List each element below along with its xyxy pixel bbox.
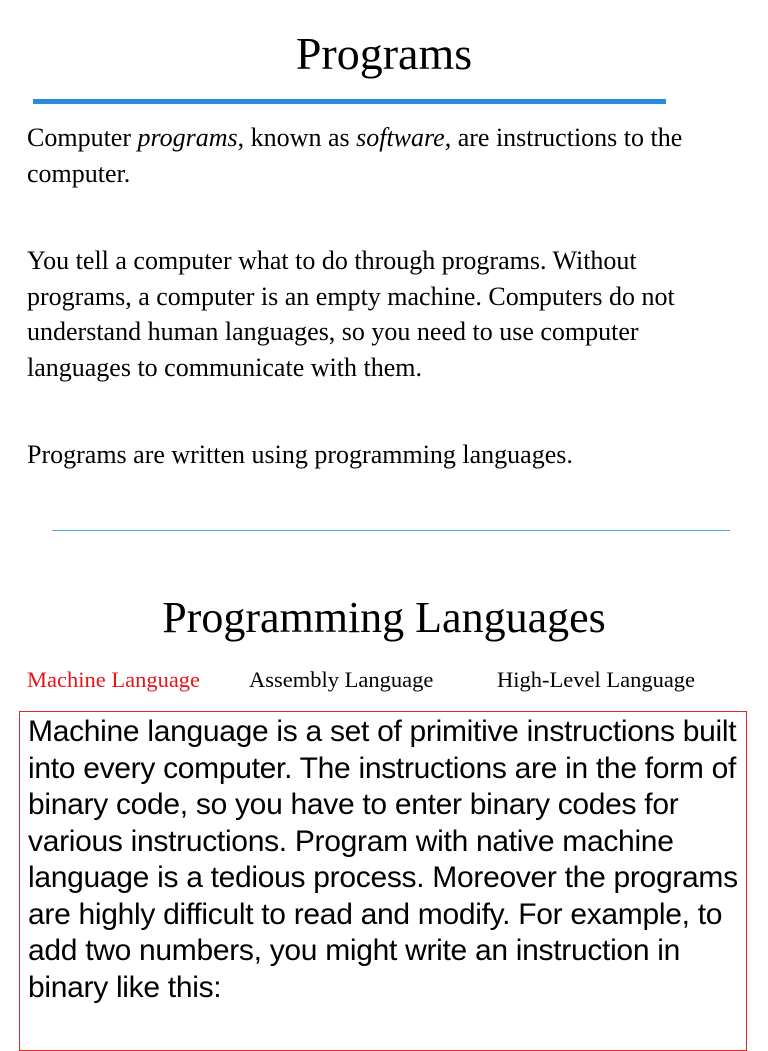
- page-title: Programs: [295, 28, 473, 79]
- title-underline: [33, 99, 666, 104]
- tab-high-level-language[interactable]: High-Level Language: [497, 667, 696, 692]
- intro-paragraph-2: You tell a computer what to do through programs. Without programs, a computer is an empty machine. Computers do not understand human languages, so you need to use computer languages to communicate with them.: [27, 246, 675, 382]
- tab-content-text: Machine language is a set of primitive instructions built into every computer. The instructions are in the form of binary code, so you have to enter binary codes for various instructions. Program with native machine language is a tedious process. Moreover the programs are highly difficult to read and modify. For example, to add two numbers, you might write an instruction in binary like this:: [28, 715, 738, 1004]
- software-emphasis: software: [356, 123, 445, 152]
- tab-content-panel: [19, 711, 747, 1051]
- language-tabs: [27, 664, 747, 696]
- intro-text: Computer: [27, 123, 138, 152]
- intro-text: , are instructions to the computer.: [27, 123, 683, 188]
- section-divider: [52, 530, 730, 531]
- intro-paragraph-1: [27, 120, 747, 191]
- intro-text: , known as: [237, 123, 357, 152]
- section-title: Programming Languages: [162, 593, 606, 642]
- tab-machine-language[interactable]: Machine Language: [27, 667, 201, 692]
- programs-emphasis: programs: [137, 123, 238, 152]
- intro-paragraph-3: Programs are written using programming languages.: [27, 440, 573, 469]
- tab-assembly-language[interactable]: Assembly Language: [249, 667, 434, 692]
